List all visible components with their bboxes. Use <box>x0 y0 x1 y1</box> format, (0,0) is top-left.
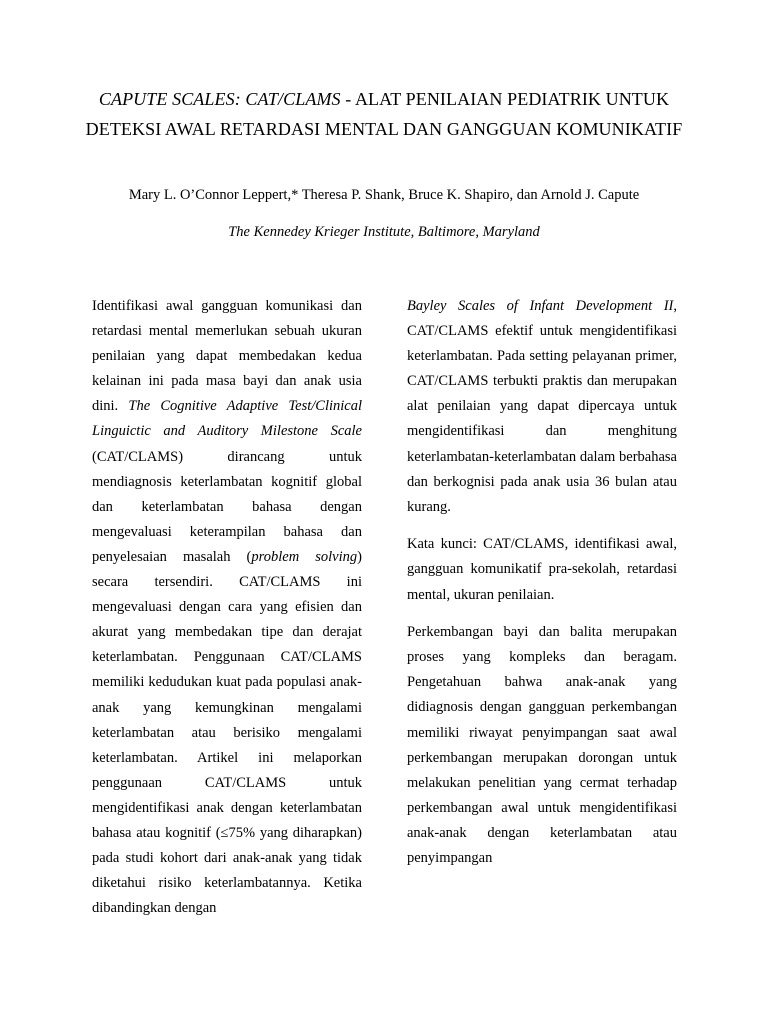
bayley-scales-term: Bayley Scales of Infant Development II <box>407 298 674 314</box>
body-paragraph-1: Perkembangan bayi dan balita merupakan proses yang kompleks dan beragam. Pengetahuan bahwa anak-anak yang didiagnosis dengan gangguan perkembangan memiliki riwayat penyimpangan saat awal perkembangan merupakan dorongan untuk melakukan penelitian yang cermat terhadap perkembangan awal untuk mengidentifikasi anak-anak dengan keterlambatan atau penyimpangan <box>407 624 677 866</box>
abstract-text-4: , CAT/CLAMS efektif untuk mengidentifikasi keterlambatan. Pada setting pelayanan primer, CAT/CLAMS terbukti praktis dan merupakan alat penilaian yang dapat dipercaya untuk mengidentifikasi dan menghitung keterlambatan-keterlambatan dalam berbahasa dan berkognisi pada anak usia 36 bulan atau kurang. <box>407 298 677 515</box>
right-column <box>407 294 677 871</box>
keywords: Kata kunci: CAT/CLAMS, identifikasi awal, gangguan komunikatif pra-sekolah, retardasi mental, ukuran penilaian. <box>407 536 677 603</box>
problem-solving-term: problem solving <box>251 548 358 565</box>
author-list: Mary L. O’Connor Leppert,* Theresa P. Shank, Bruce K. Shapiro, dan Arnold J. Capute <box>128 187 640 203</box>
abstract-paragraph <box>92 294 362 921</box>
title-rest: - ALAT PENILAIAN PEDIATRIK UNTUK DETEKSI AWAL RETARDASI MENTAL DAN GANGGUAN KOMUNIKATIF <box>85 89 683 139</box>
abstract-continuation <box>407 294 677 520</box>
abstract-text-1: Identifikasi awal gangguan komunikasi dan retardasi mental memerlukan sebuah ukuran penilaian yang dapat membedakan kedua kelainan ini pada masa bayi dan anak usia dini. <box>92 298 362 415</box>
abstract-text-2: (CAT/CLAMS) dirancang untuk mendiagnosis keterlambatan kognitif global dan keterlambatan bahasa dengan mengevaluasi keterampilan bahasa dan penyelesaian masalah ( <box>92 448 362 565</box>
left-column <box>92 294 362 921</box>
abstract-text-3: ) secara tersendiri. CAT/CLAMS ini mengevaluasi dengan cara yang efisien dan akurat yang membedakan tipe dan derajat keterlambatan. Penggunaan CAT/CLAMS memiliki kedudukan kuat pada populasi anak-anak yang kemungkinan mengalami keterlambatan atau berisiko mengalami keterlambatan. Artikel ini melaporkan penggunaan CAT/CLAMS untuk mengidentifikasi anak dengan keterlambatan bahasa atau kognitif (≤75% yang diharapkan) pada studi kohort dari anak-anak yang tidak diketahui risiko keterlambatannya. Ketika dibandingkan dengan <box>92 548 362 917</box>
test-name: The Cognitive Adaptive Test/Clinical Linguictic and Auditory Milestone Scale <box>92 398 362 440</box>
paper-title <box>80 84 688 144</box>
title-italic-part: CAPUTE SCALES: CAT/CLAMS <box>98 89 341 109</box>
affiliation: The Kennedey Krieger Institute, Baltimore, Maryland <box>228 224 540 240</box>
